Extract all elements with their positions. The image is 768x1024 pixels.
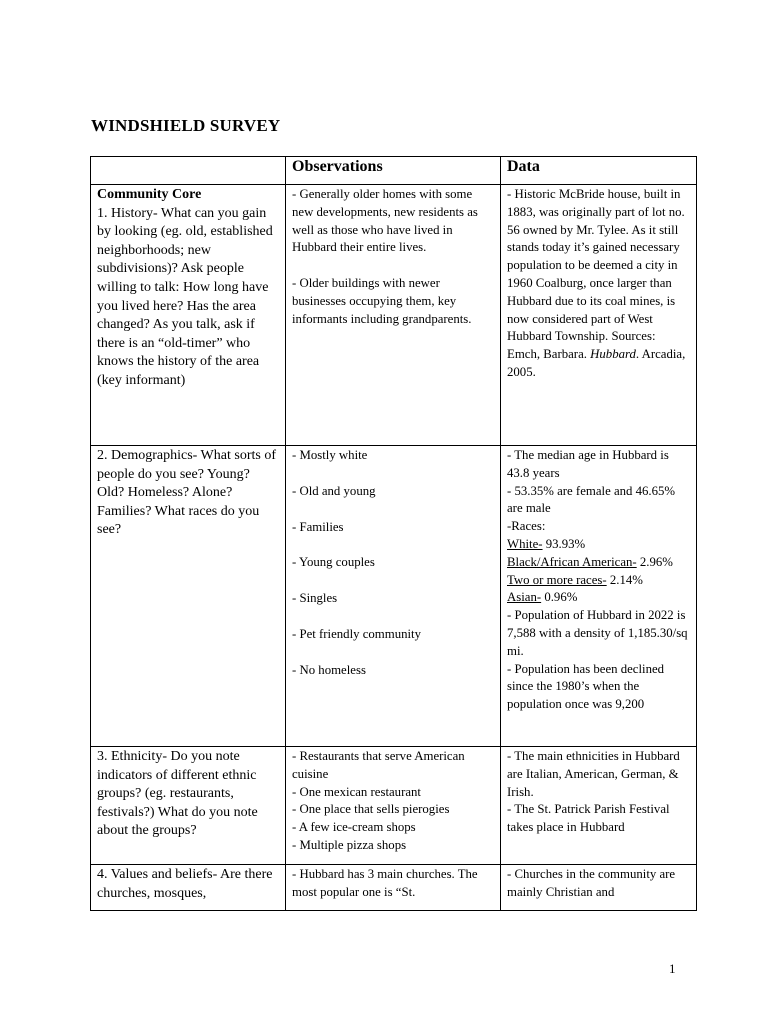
observation-item: - Restaurants that serve American cuisine: [292, 749, 465, 781]
table-header-row: [91, 157, 697, 185]
data-item: - The main ethnicities in Hubbard are Italian, American, German, & Irish.: [507, 749, 680, 799]
observation-item: - A few ice-cream shops: [292, 820, 416, 835]
data-source: Sources: Emch, Barbara.: [507, 329, 656, 362]
race-value: 93.93%: [542, 536, 586, 551]
observation-item: - No homeless: [292, 662, 366, 677]
observation-item: - Singles: [292, 591, 338, 606]
question-cell: [91, 865, 286, 911]
observation-item: - Generally older homes with some new developments, new residents as well as those who have lived in Hubbard their entire lives.: [292, 187, 478, 255]
section-heading: Community Core: [97, 187, 202, 202]
table-row: [91, 185, 697, 446]
race-label: Black/African American-: [507, 554, 637, 569]
data-cell: [501, 185, 697, 446]
observation-item: - Families: [292, 519, 344, 534]
data-cell: [501, 747, 697, 865]
table-row: [91, 446, 697, 747]
data-cell: [501, 446, 697, 747]
race-value: 0.96%: [541, 590, 578, 605]
survey-table: [90, 156, 697, 911]
data-item: - Churches in the community are mainly Christian and: [507, 867, 676, 899]
data-median-age: - The median age in Hubbard is 43.8 years: [507, 448, 669, 480]
race-label: Asian-: [507, 590, 542, 605]
question-cell: [91, 446, 286, 747]
data-gender: - 53.35% are female and 46.65% are male: [507, 483, 676, 516]
observation-item: - Multiple pizza shops: [292, 837, 407, 852]
observation-item: - Mostly white: [292, 448, 368, 462]
race-entry: [507, 572, 690, 590]
observations-cell: [286, 446, 501, 747]
table-row: [91, 865, 697, 911]
data-source-suffix: . Arcadia, 2005.: [507, 347, 686, 379]
data-source-title: Hubbard: [590, 347, 636, 362]
question-text: 2. Demographics- What sorts of people do you see? Young? Old? Homeless? Alone? Families? What races do you see?: [97, 448, 276, 538]
observation-item: - One place that sells pierogies: [292, 802, 450, 817]
page-number: 1: [669, 961, 676, 976]
data-decline: - Population has been declined since the 1980’s when the population once was 9,200: [507, 661, 665, 712]
question-cell: [91, 185, 286, 446]
observation-item: - Older buildings with newer businesses occupying them, key informants including grandparents.: [292, 276, 472, 326]
data-text: - Historic McBride house, built in 1883, was originally part of lot no. 56 owned by Mr. Tylee. As it still stands today it’s gained necessary population to be deemed a city in 1960 Coalburg, once larger than Hubbard due to its coal mines, is now considered part of West Hubbard Township.: [507, 187, 685, 344]
observation-item: - One mexican restaurant: [292, 784, 421, 799]
question-text: 4. Values and beliefs- Are there churches, mosques,: [97, 867, 273, 901]
observations-cell: [286, 747, 501, 865]
race-entry: [507, 589, 690, 607]
table-row: [91, 747, 697, 865]
data-races-label: -Races:: [507, 519, 546, 534]
data-population: - Population of Hubbard in 2022 is 7,588 with a density of 1,185.30/sq mi.: [507, 608, 688, 658]
race-value: 2.14%: [606, 572, 643, 587]
race-value: 2.96%: [636, 554, 673, 569]
race-entry: [507, 554, 690, 572]
observation-item: - Old and young: [292, 483, 376, 498]
observation-item: - Young couples: [292, 555, 375, 570]
observations-cell: [286, 185, 501, 446]
observation-item: - Pet friendly community: [292, 626, 422, 641]
question-text: 3. Ethnicity- Do you note indicators of different ethnic groups? (eg. restaurants, festivals?) What do you note about the groups?: [97, 749, 258, 839]
page-title: WINDSHIELD SURVEY: [91, 116, 281, 135]
observations-cell: [286, 865, 501, 911]
data-cell: [501, 865, 697, 911]
observation-item: - Hubbard has 3 main churches. The most popular one is “St.: [292, 867, 478, 899]
header-blank: [91, 157, 286, 185]
question-cell: [91, 747, 286, 865]
header-observations: Observations: [286, 157, 501, 185]
data-item: - The St. Patrick Parish Festival takes place in Hubbard: [507, 802, 670, 835]
question-text: 1. History- What can you gain by looking (eg. old, established neighborhoods; new subdivisions)? Ask people willing to talk: How long have you lived here? Has the area changed? As you talk, ask if there is an “old-timer” who knows the history of the area (key informant): [97, 205, 273, 388]
race-label: Two or more races-: [507, 572, 607, 587]
header-data: Data: [501, 157, 697, 185]
race-label: White-: [507, 536, 543, 551]
race-entry: [507, 536, 690, 554]
